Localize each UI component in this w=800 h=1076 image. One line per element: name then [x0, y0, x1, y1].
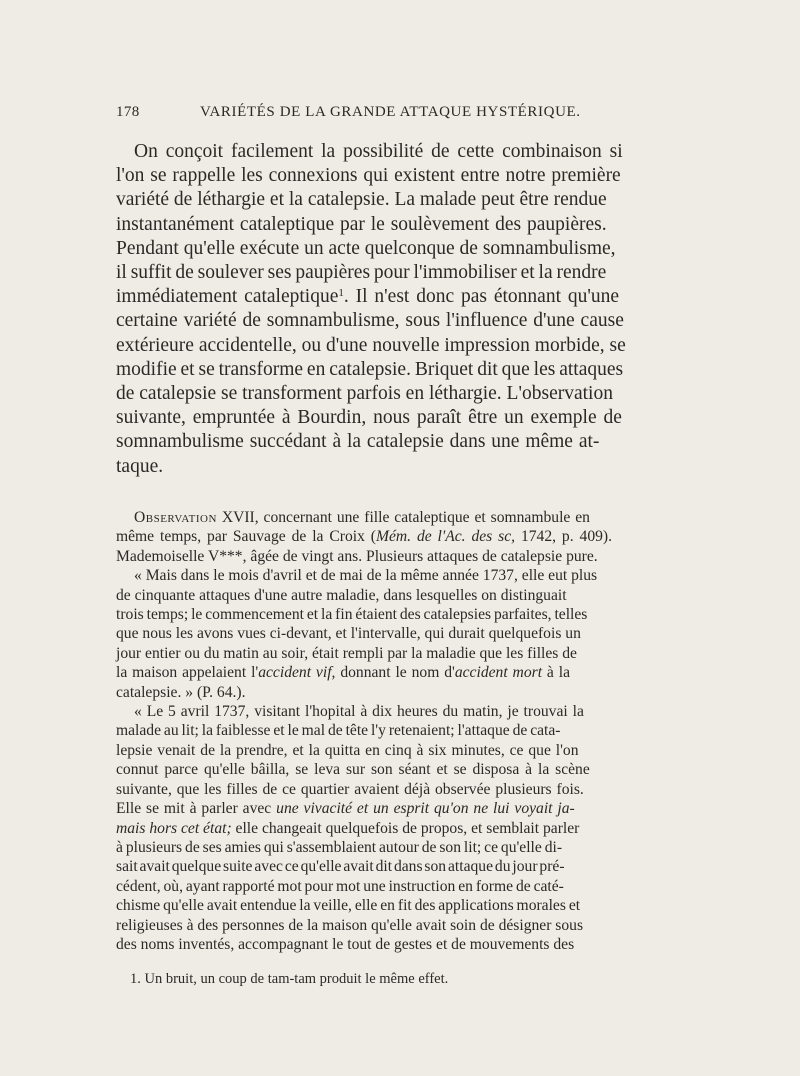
paragraph-line: de catalepsie se transforment parfois en léthargie. L'observation — [116, 383, 613, 405]
observation-line: suivante, que les filles de ce quartier avaient déjà observée plusieurs fois. — [116, 780, 584, 798]
paragraph-line: l'on se rappelle les connexions qui existent entre notre première — [116, 165, 621, 187]
observation-line — [116, 799, 613, 818]
observation-line — [116, 663, 613, 682]
italic-term: accident vif, — [258, 664, 336, 682]
observation-block — [116, 508, 613, 954]
observation-line: cédent, où, ayant rapporté mot pour mot une instruction en forme de caté- — [116, 877, 564, 895]
observation-line — [116, 527, 613, 546]
observation-line: catalepsie. » (P. 64.). — [116, 683, 246, 701]
observation-line: chisme qu'elle avait entendue la veille, elle en fit des applications morales et — [116, 897, 581, 915]
observation-line-part: 1742, p. 409). — [515, 528, 613, 546]
main-paragraph — [116, 140, 626, 479]
paragraph-line: suivante, empruntée à Bourdin, nous paraît être un exemple de — [116, 407, 622, 429]
footnote — [130, 971, 448, 988]
italic-term: accident mort — [454, 664, 543, 682]
observation-number: XVII — [221, 509, 255, 526]
observation-line-part: la maison appelaient l' — [116, 664, 259, 682]
paragraph-line: somnambulisme succédant à la catalepsie dans une même at- — [116, 431, 600, 453]
paragraph-line: On conçoit facilement la possibilité de cette combinaison si — [134, 141, 623, 162]
paragraph-line: modifie et se transforme en catalepsie. Briquet dit que les attaques — [116, 358, 624, 380]
observation-line: religieuses à des personnes de la maison qu'elle avait soin de désigner sous — [116, 916, 584, 934]
paragraph-line-part: immédiatement cataleptique — [116, 286, 339, 308]
observation-line: sait avait quelque suite avec ce qu'elle avait dit dans son attaque du jour pré- — [116, 858, 565, 876]
paragraph-line: extérieure accidentelle, ou d'une nouvelle impression morbide, se — [116, 334, 626, 356]
observation-line: « Le 5 avril 1737, visitant l'hopital à dix heures du matin, je trouvai la — [134, 703, 584, 721]
paragraph-line: variété de léthargie et la catalepsie. La malade peut être rendue — [116, 189, 607, 211]
observation-line-part: elle changeait quelquefois de propos, et semblait parler — [231, 819, 580, 837]
paragraph-line: certaine variété de somnambulisme, sous l'influence d'une cause — [116, 310, 624, 332]
paragraph-line: taque. — [116, 455, 164, 477]
page-number: 178 — [116, 104, 140, 120]
observation-line: jour entier ou du matin au soir, était rempli par la maladie que les filles de — [116, 644, 577, 662]
observation-line: lepsie venait de la prendre, et la quitta en cinq à six minutes, ce que l'on — [116, 741, 579, 759]
footnote-reference: 1 — [338, 287, 344, 300]
observation-line: que nous les avons vues ci-devant, et l'intervalle, qui durait quelquefois un — [116, 625, 581, 643]
observation-line: connut parce qu'elle bâilla, se leva sur son séant et se disposa à la scène — [116, 761, 590, 779]
paragraph-line: instantanément cataleptique par le soulèvement des paupières. — [116, 213, 607, 235]
observation-line-part: , concernant une fille cataleptique et somnambule en — [254, 509, 590, 526]
observation-line — [116, 819, 613, 838]
observation-line: Mademoiselle V***, âgée de vingt ans. Plusieurs attaques de catalepsie pure. — [116, 547, 598, 565]
observation-line: « Mais dans le mois d'avril et de mai de la même année 1737, elle eut plus — [134, 567, 598, 585]
citation-title: Mém. de l'Ac. des sc, — [375, 528, 516, 546]
observation-line: des noms inventés, accompagnant le tout de gestes et de mouvements des — [116, 935, 575, 953]
observation-heading-line — [116, 508, 613, 527]
observation-line-part: donnant le nom d' — [335, 664, 455, 682]
paragraph-line: il suffit de soulever ses paupières pour l'immobiliser et la rendre — [116, 262, 607, 284]
italic-phrase: mais hors cet état; — [116, 819, 232, 837]
observation-line-part: Elle se mit à parler avec — [116, 800, 277, 818]
footnote-marker: 1. — [130, 971, 141, 987]
paragraph-line: Pendant qu'elle exécute un acte quelconque de somnambulisme, — [116, 237, 616, 259]
observation-line-part: à la — [542, 664, 571, 682]
footnote-text: Un bruit, un coup de tam-tam produit le même effet. — [144, 971, 449, 987]
observation-line: à plusieurs de ses amies qui s'assemblaient autour de son lit; ce qu'elle di- — [116, 838, 563, 856]
observation-line: malade au lit; la faiblesse et le mal de tête l'y retenaient; l'attaque de cata- — [116, 722, 561, 740]
paragraph-line-with-note — [116, 285, 620, 309]
observation-line: trois temps; le commencement et la fin étaient des catalepsies parfaites, telles — [116, 606, 588, 624]
observation-line-part: même temps, par Sauvage de la Croix ( — [116, 528, 376, 546]
observation-line: de cinquante attaques d'une autre maladie, dans lesquelles on distinguait — [116, 586, 567, 604]
italic-phrase: une vivacité et un esprit qu'on ne lui voyait ja- — [276, 800, 575, 818]
observation-label: Observation — [134, 509, 217, 526]
running-title: VARIÉTÉS DE LA GRANDE ATTAQUE HYSTÉRIQUE. — [200, 104, 581, 120]
paragraph-line-part: . Il n'est donc pas étonnant qu'une — [343, 286, 620, 308]
